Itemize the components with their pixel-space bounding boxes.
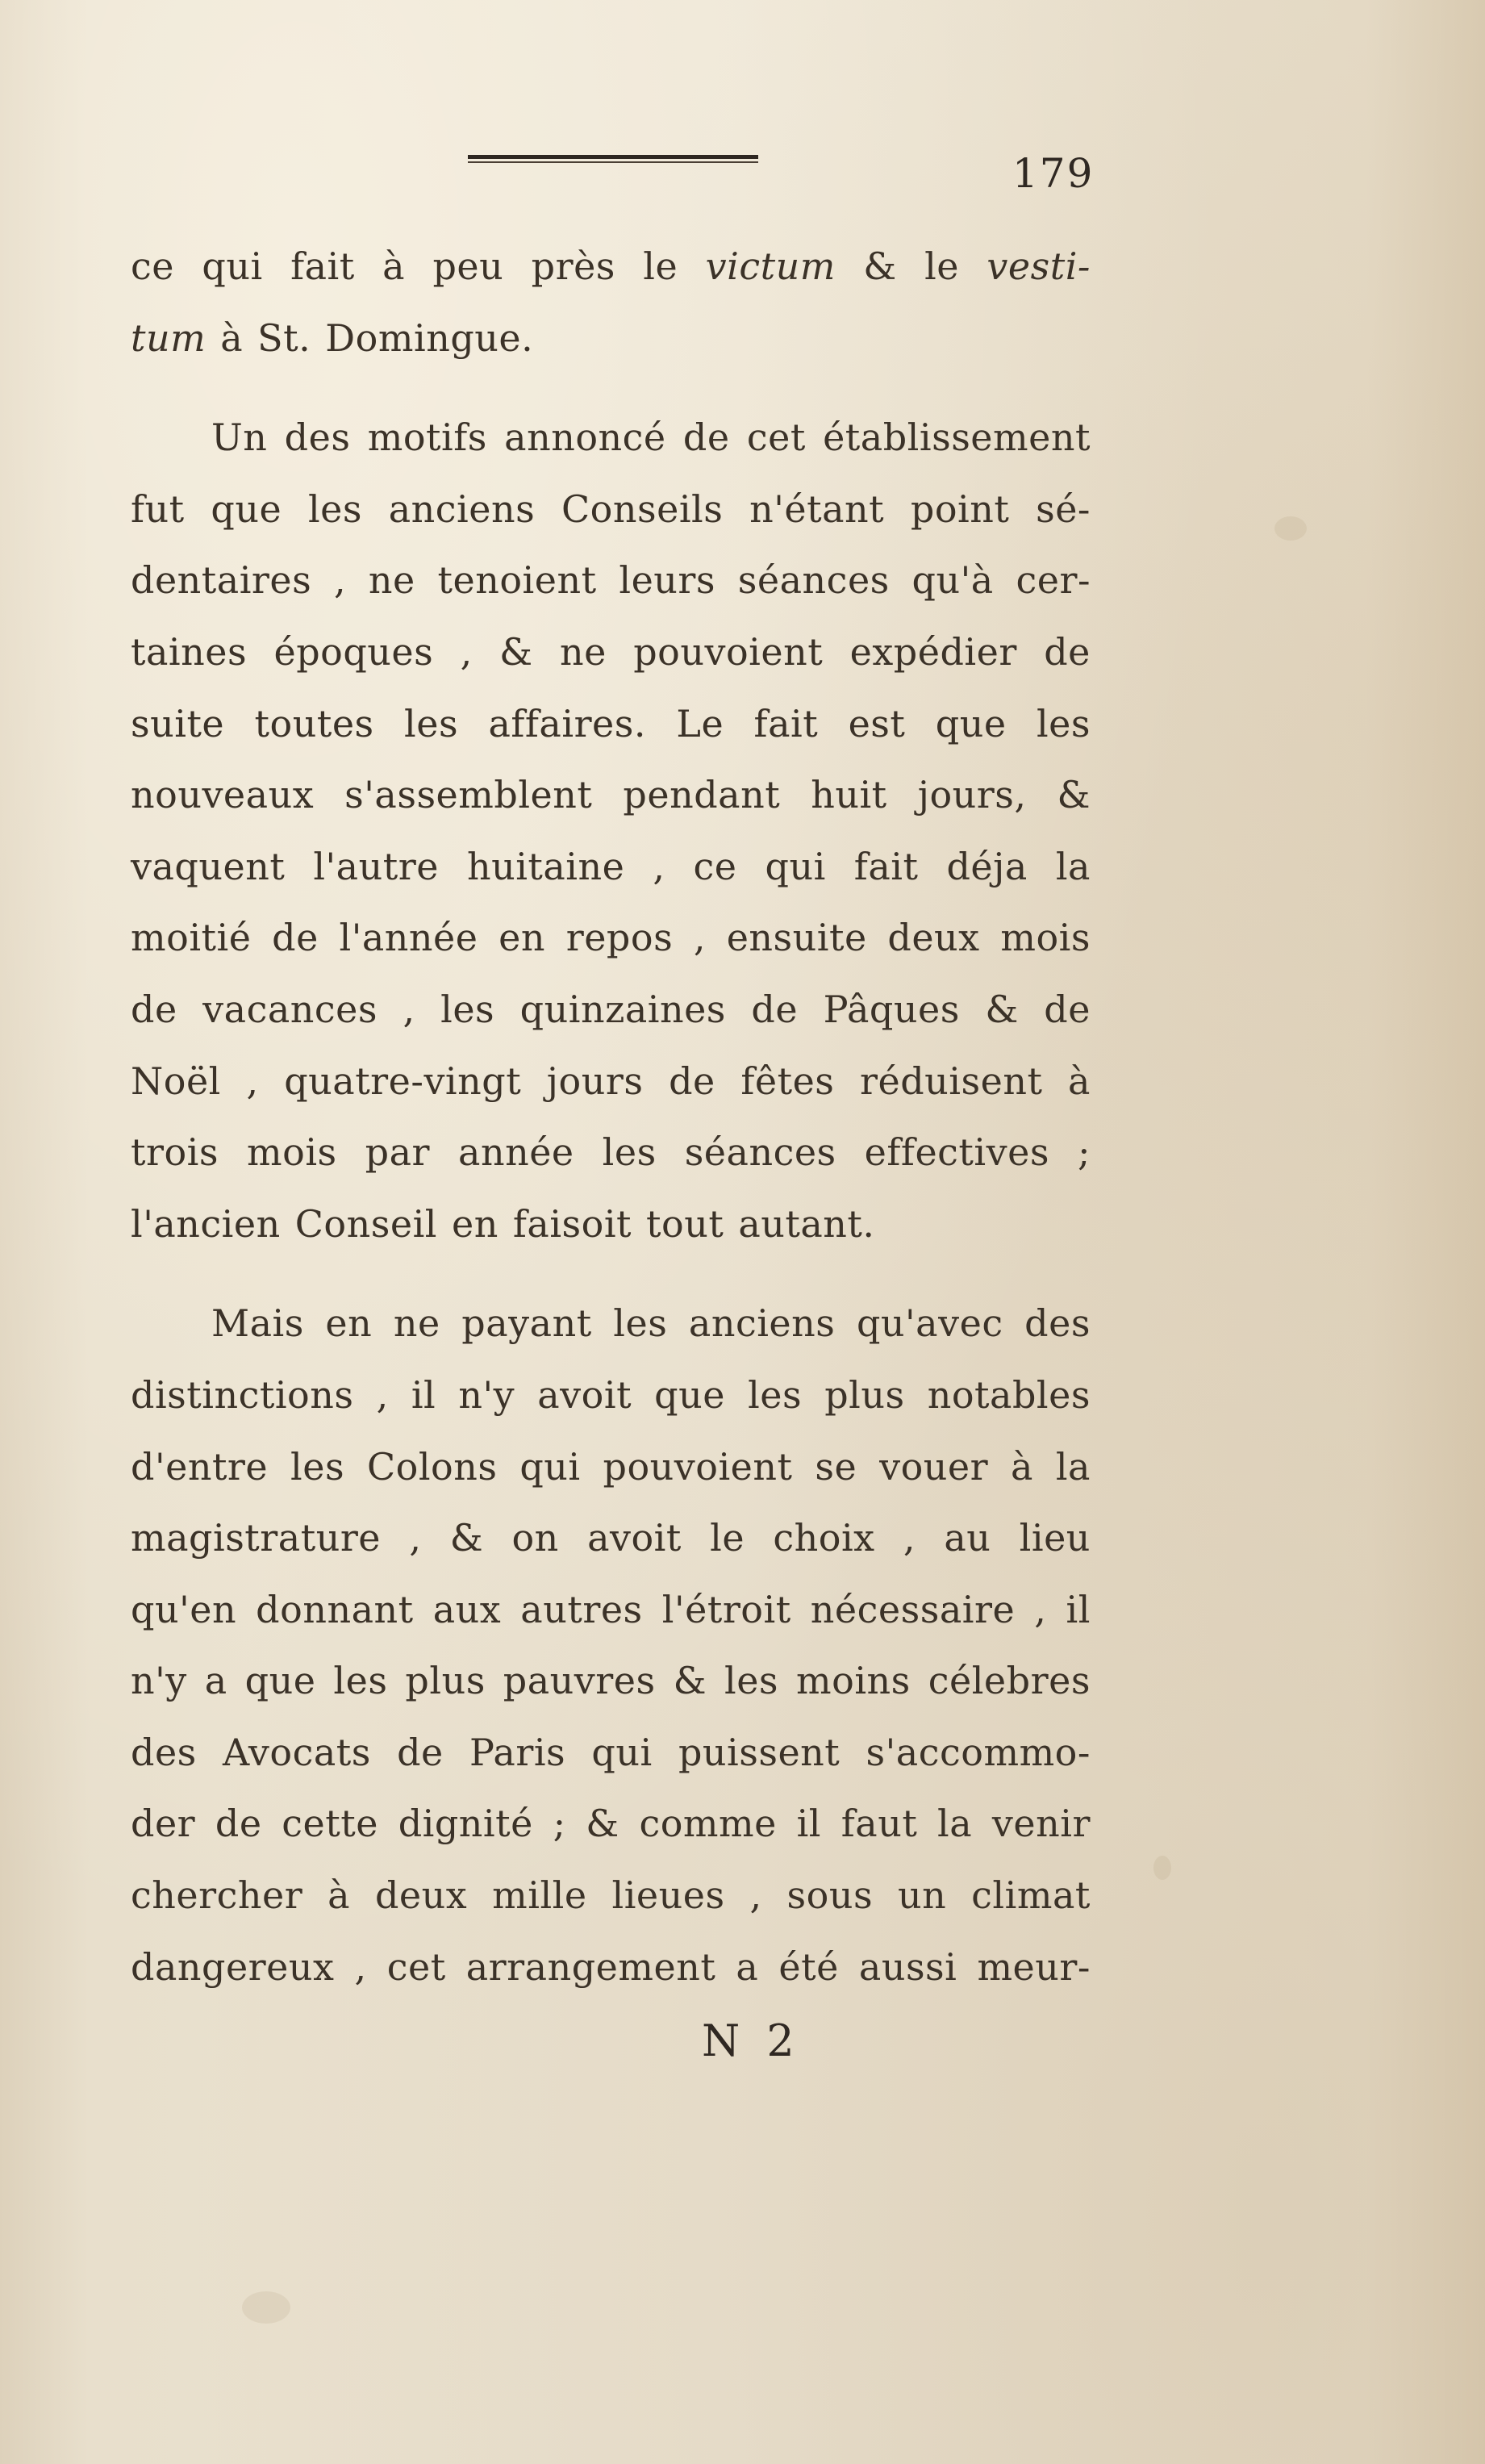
word: il [796,1802,822,1846]
word: , [749,1873,762,1918]
word: payant [461,1301,592,1346]
word: de [751,987,799,1031]
running-head [468,144,758,176]
word: que [211,487,282,531]
word: nouveaux [131,773,315,817]
word: , [903,1516,916,1560]
word: de [272,916,319,960]
word: Noël [131,1059,221,1103]
word: , [246,1059,259,1103]
text-line [131,1046,1091,1117]
word: de [131,987,177,1031]
word: n'étant [749,487,885,531]
word: & [863,244,897,288]
word: motifs [367,416,487,460]
word: les [404,701,459,745]
word: mille [492,1873,587,1918]
text-line [131,1117,1091,1188]
word: les [613,1301,668,1346]
word: , [354,1944,367,1989]
word: chercher [131,1873,303,1918]
word: établissement [823,416,1091,460]
word: que [654,1372,725,1417]
word: & [1057,773,1091,817]
word: faut [841,1802,918,1846]
word: la [1055,844,1091,888]
word: les [1036,701,1091,745]
word: vesti- [987,244,1091,288]
word: donnant [256,1587,414,1631]
paragraph [131,402,1091,1259]
word: huitaine [466,844,625,888]
body-text [131,231,1091,2003]
word: les [333,1659,388,1703]
word: le [924,244,959,288]
text-line [131,759,1091,831]
word: jours [546,1059,644,1103]
word: , [409,1516,422,1560]
word: victum [705,244,836,288]
word: pouvoient [603,1444,793,1489]
word: autres [520,1587,643,1631]
word: qu'avec [856,1301,1003,1346]
word: expédier [849,629,1017,674]
word: Conseil [294,1201,438,1246]
word: huit [811,773,887,817]
text-line [131,231,1091,303]
word: près [531,244,615,288]
word: dangereux [131,1944,335,1989]
word: jours, [917,773,1027,817]
word: climat [971,1873,1091,1918]
word: de [1044,629,1091,674]
word: sé- [1036,487,1091,531]
word: qui [202,244,263,288]
word: anciens [388,487,536,531]
word: annoncé [504,416,666,460]
word: venir [991,1802,1091,1846]
word: l'étroit [661,1587,791,1631]
word: quinzaines [519,987,726,1031]
word: de [682,416,730,460]
word: à [382,244,406,288]
word: magistrature [131,1516,382,1560]
word: quatre-vingt [284,1059,522,1103]
word: , [653,844,665,888]
word: fait [853,844,919,888]
word: peu [432,244,504,288]
word: il [1066,1587,1091,1631]
word: , [693,916,706,960]
word: meur- [977,1944,1091,1989]
word: avoit [587,1516,682,1560]
word: des [131,1730,197,1774]
word: n'y [131,1659,187,1703]
text-line [131,1932,1091,2003]
word: à [1068,1059,1091,1103]
word: plus [824,1372,905,1417]
word: tum [131,315,206,360]
word: ne [393,1301,440,1346]
text-line [131,303,1091,374]
text-line [131,1359,1091,1431]
word: en [452,1201,498,1246]
word: séances [684,1130,836,1175]
word: en [325,1301,373,1346]
word: deux [374,1873,468,1918]
word: effectives [864,1130,1049,1175]
word: d'entre [131,1444,269,1489]
word: ne [368,558,415,603]
word: séances [737,558,890,603]
word: Mais [211,1301,304,1346]
word: les [290,1444,345,1489]
word: la [1055,1444,1091,1489]
word: ; [553,1802,566,1846]
word: vaquent [131,844,286,888]
word: cette [282,1802,378,1846]
word: tout [646,1201,724,1246]
page-number: 179 [1012,150,1095,197]
word: leurs [619,558,716,603]
word: mois [247,1130,337,1175]
word: l'autre [313,844,439,888]
word: de [669,1059,715,1103]
word: avoit [537,1372,632,1417]
word: plus [405,1659,486,1703]
word: sous [786,1873,874,1918]
word: Avocats [223,1730,371,1774]
word: point [910,487,1010,531]
word: Domingue. [325,315,534,360]
word: à [327,1873,351,1918]
word: trois [131,1130,219,1175]
word: vacances [202,987,378,1031]
text-line [131,902,1091,974]
text-line [131,545,1091,616]
word: qui [765,844,826,888]
paper-stain [1153,1856,1171,1880]
word: , [1034,1587,1047,1631]
word: arrangement [465,1944,716,1989]
word: l'année [339,916,478,960]
word: lieu [1019,1516,1091,1560]
word: distinctions [131,1372,354,1417]
word: St. [257,315,311,360]
header-rule [468,155,758,163]
word: & [985,987,1019,1031]
word: Un [211,416,268,460]
word: déja [946,844,1028,888]
word: & [586,1802,619,1846]
word: des [284,416,351,460]
word: aussi [858,1944,957,1989]
word: qui [591,1730,653,1774]
word: fait [290,244,355,288]
word: Paris [469,1730,566,1774]
word: notables [927,1372,1091,1417]
word: s'accommo- [866,1730,1091,1774]
word: cet [746,416,806,460]
word: ensuite [726,916,867,960]
word: n'y [458,1372,515,1417]
word: repos [565,916,674,960]
text-line [131,1502,1091,1574]
word: taines [131,629,248,674]
word: fêtes [740,1059,835,1103]
text-line [131,1717,1091,1789]
word: ce [131,244,174,288]
word: puissent [678,1730,841,1774]
paragraph [131,1288,1091,2003]
word: cer- [1016,558,1091,603]
word: la [937,1802,973,1846]
text-line [131,1788,1091,1860]
word: & [673,1659,707,1703]
paragraph-gap [131,1259,1091,1288]
word: de [1044,987,1091,1031]
word: moitié [131,916,252,960]
word: aux [432,1587,502,1631]
word: de [397,1730,444,1774]
word: cet [386,1944,446,1989]
word: a [736,1944,759,1989]
paper-stain [242,2291,290,2324]
word: de [215,1802,262,1846]
word: a [204,1659,227,1703]
word: des [1024,1301,1091,1346]
word: pendant [623,773,781,817]
word: réduisent [860,1059,1043,1103]
word: ne [559,629,607,674]
word: le [643,244,678,288]
word: à [220,315,244,360]
word: & [499,629,533,674]
word: à [1011,1444,1033,1489]
word: il [411,1372,436,1417]
word: que [935,701,1007,745]
word: est [848,701,906,745]
word: le [710,1516,745,1560]
word: faisoit [512,1201,632,1246]
word: ; [1077,1130,1091,1175]
word: vouer [879,1444,989,1489]
word: époques [273,629,434,674]
word: anciens [688,1301,836,1346]
word: fut [131,487,185,531]
word: les [440,987,495,1031]
text-line [131,974,1091,1046]
word: , [334,558,347,603]
word: les [602,1130,657,1175]
word: fait [753,701,819,745]
word: Le [676,701,724,745]
word: affaires. [488,701,647,745]
word: se [815,1444,857,1489]
signature-mark: N 2 [702,2015,801,2066]
text-line [131,402,1091,474]
word: que [244,1659,316,1703]
word: pauvres [503,1659,656,1703]
word: ce [693,844,737,888]
word: un [898,1873,947,1918]
word: année [458,1130,574,1175]
word: l'ancien [131,1201,281,1246]
word: qu'en [131,1587,237,1631]
word: qu'à [911,558,994,603]
word: , [460,629,473,674]
word: comme [639,1802,777,1846]
word: célebres [928,1659,1091,1703]
word: suite [131,701,225,745]
word: on [511,1516,559,1560]
word: les [748,1372,803,1417]
text-line [131,831,1091,903]
word: & [449,1516,484,1560]
text-line [131,1188,1091,1260]
word: toutes [254,701,374,745]
word: lieues [611,1873,725,1918]
word: der [131,1802,196,1846]
paragraph-gap [131,374,1091,402]
text-line [131,1288,1091,1359]
word: deux [887,916,980,960]
word: s'assemblent [344,773,593,817]
word: moins [796,1659,911,1703]
word: au [944,1516,991,1560]
text-line [131,616,1091,688]
text-line [131,1574,1091,1646]
word: les [307,487,362,531]
word: , [403,987,415,1031]
text-line [131,1645,1091,1717]
word: , [376,1372,389,1417]
word: été [778,1944,839,1989]
word: autant. [738,1201,875,1246]
text-line [131,1431,1091,1503]
word: pouvoient [633,629,824,674]
word: Conseils [561,487,724,531]
word: en [498,916,546,960]
word: mois [1000,916,1091,960]
text-line [131,1860,1091,1932]
word: Colons [366,1444,498,1489]
word: nécessaire [810,1587,1016,1631]
word: qui [519,1444,581,1489]
paragraph [131,231,1091,374]
word: dignité [398,1802,533,1846]
word: tenoient [437,558,597,603]
word: les [724,1659,779,1703]
word: Pâques [823,987,960,1031]
word: par [365,1130,431,1175]
word: dentaires [131,558,312,603]
text-line [131,474,1091,545]
word: choix [773,1516,875,1560]
text-line [131,688,1091,760]
paper-stain [1274,516,1307,541]
